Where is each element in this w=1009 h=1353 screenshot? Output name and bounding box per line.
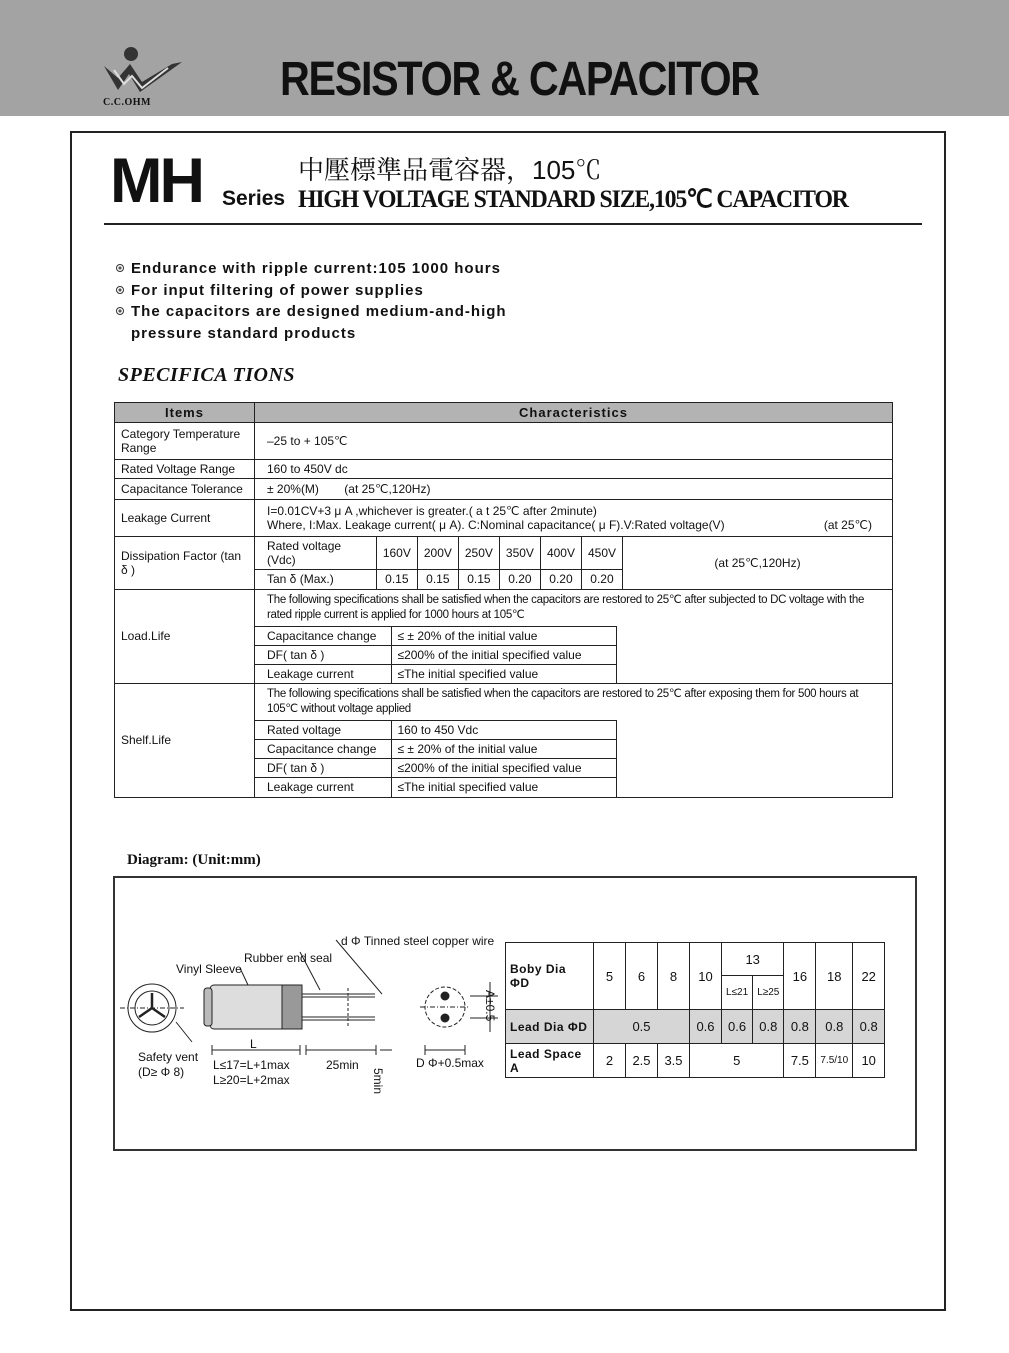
series-code: MH (110, 146, 202, 216)
cell-value: –25 to + 105℃ (255, 423, 893, 460)
feature-item: The capacitors are designed medium-and-high (116, 301, 507, 323)
label-length-rule-1: L≤17=L+1max (213, 1058, 290, 1072)
dia-cell: 18 (816, 943, 853, 1010)
df-voltage-cell: 160V (376, 537, 417, 570)
lead-cell: 0.5 (594, 1010, 690, 1044)
df-voltage-cell: 450V (581, 537, 622, 570)
df-voltage-cell: 350V (499, 537, 540, 570)
df-tan-cell: 0.20 (499, 570, 540, 589)
lead-cell: 0.8 (784, 1010, 816, 1044)
cell-value: 160 to 450V dc (255, 460, 893, 479)
life-value: ≤The initial specified value (391, 778, 617, 797)
lead-cell: 0.6 (722, 1010, 753, 1044)
label-diameter: D Φ+0.5max (416, 1056, 484, 1070)
df-label: Rated voltage (Vdc) (255, 537, 376, 570)
label-5min: 5min (371, 1068, 385, 1095)
label-length: L (250, 1037, 257, 1051)
lead-cell: 0.8 (853, 1010, 885, 1044)
specifications-title: SPECIFICA TIONS (118, 364, 296, 386)
dia-cell: 5 (594, 943, 626, 1010)
dia-sub-cell: L≤21 (722, 976, 753, 1010)
df-condition: (at 25℃,120Hz) (714, 555, 801, 570)
life-value: ≤The initial specified value (391, 664, 617, 683)
life-label: Rated voltage (255, 721, 391, 740)
life-label: Capacitance change (255, 626, 391, 645)
series-word: Series (222, 187, 286, 210)
shelf-life-cell: The following specifications shall be satisfied when the capacitors are restored to 25℃ after exposing them for 500 hours at 105℃ without voltage applied Rated voltage 160 to 450 Vdc Capacitance change ≤ ± 20% of the initial value DF( tan δ ) ≤200% of the initial specified value Leakage current ≤The initial specified value (255, 684, 893, 798)
load-life-cell: The following specifications shall be satisfied when the capacitors are restored to 25℃ after subjected to DC voltage with the rated ripple current is applied for 1000 hours at 105℃ Capacitance change ≤ ± 20% of the initial value DF( tan δ ) ≤200% of the initial specified value Leakage current ≤The initial specified value (255, 589, 893, 684)
life-row (255, 759, 617, 778)
col-characteristics: Characteristics (255, 403, 893, 423)
dia-cell: 22 (853, 943, 885, 1010)
label-seal: Rubber end seal (244, 951, 333, 965)
life-row (255, 778, 617, 797)
dia-sub-cell: L≥25 (753, 976, 784, 1010)
label-length-rule-2: L≥20=L+2max (213, 1073, 290, 1087)
df-cell (255, 537, 893, 590)
bullet-icon (116, 286, 124, 294)
shelf-life-table (255, 720, 617, 797)
label-lead-space: Lead Space A (506, 1044, 594, 1078)
lead-cell: 0.6 (690, 1010, 722, 1044)
row-label: Shelf.Life (115, 684, 255, 798)
life-row (255, 626, 617, 645)
space-cell: 3.5 (658, 1044, 690, 1078)
space-cell: 10 (853, 1044, 885, 1078)
space-cell: 2.5 (626, 1044, 658, 1078)
feature-item: For input filtering of power supplies (116, 280, 424, 302)
life-value: ≤200% of the initial specified value (391, 759, 617, 778)
life-label: DF( tan δ ) (255, 645, 391, 664)
row-label: Load.Life (115, 589, 255, 684)
df-tan-cell: 0.15 (376, 570, 417, 589)
row-label: Capacitance Tolerance (115, 479, 255, 500)
life-label: Leakage current (255, 778, 391, 797)
space-cell: 7.5 (784, 1044, 816, 1078)
label-vent: Safety vent (138, 1050, 199, 1064)
df-voltage-cell: 400V (540, 537, 581, 570)
lead-cell: 0.8 (816, 1010, 853, 1044)
row-label: Rated Voltage Range (115, 460, 255, 479)
label-sleeve: Vinyl Sleeve (176, 962, 242, 976)
label-lead-dia: Lead Dia ΦD (506, 1010, 594, 1044)
label-body-dia: Boby Dia ΦD (506, 943, 594, 1010)
load-life-table (255, 626, 617, 684)
row-label: Category Temperature Range (115, 423, 255, 460)
label-vent-size: (D≥ Φ 8) (138, 1065, 185, 1079)
bullet-icon (116, 264, 124, 272)
life-value: ≤200% of the initial specified value (391, 645, 617, 664)
lead-cell: 0.8 (753, 1010, 784, 1044)
life-value: ≤ ± 20% of the initial value (391, 626, 617, 645)
label-lead-min: 25min (326, 1058, 359, 1072)
life-row (255, 721, 617, 740)
life-value: ≤ ± 20% of the initial value (391, 740, 617, 759)
dimension-table (505, 942, 885, 1078)
df-tan-cell: 0.20 (540, 570, 581, 589)
dia-cell: 16 (784, 943, 816, 1010)
life-label: DF( tan δ ) (255, 759, 391, 778)
life-row (255, 664, 617, 683)
cell-value: I=0.01CV+3 μ A ,whichever is greater.( a t 25℃ after 2minute) Where, I:Max. Leakage current( μ A). C:Nominal capacitance( μ F).V:Rated voltage(V) (at 25℃) (255, 500, 893, 537)
space-cell: 2 (594, 1044, 626, 1078)
life-label: Capacitance change (255, 740, 391, 759)
main-title: RESISTOR & CAPACITOR (280, 53, 759, 106)
life-value: 160 to 450 Vdc (391, 721, 617, 740)
df-table (255, 537, 623, 589)
cell-value: ± 20%(M) (at 25℃,120Hz) (255, 479, 893, 500)
space-cell: 5 (690, 1044, 784, 1078)
dia-cell: 10 (690, 943, 722, 1010)
col-items: Items (115, 403, 255, 423)
label-lead-space: A±0.5 (483, 990, 497, 1022)
df-tan-cell: 0.15 (458, 570, 499, 589)
diagram-title: Diagram: (Unit:mm) (127, 852, 261, 868)
feature-item-continued: pressure standard products (131, 325, 357, 342)
bullet-icon (116, 307, 124, 315)
specifications-table (114, 402, 893, 798)
space-cell: 7.5/10 (816, 1044, 853, 1078)
label-wire: d Φ Tinned steel copper wire (341, 934, 495, 948)
dia-cell: 8 (658, 943, 690, 1010)
row-label: Dissipation Factor (tan δ ) (115, 537, 255, 590)
dia-cell: 6 (626, 943, 658, 1010)
row-label: Leakage Current (115, 500, 255, 537)
life-label: Leakage current (255, 664, 391, 683)
dia-cell: 13 (722, 943, 784, 976)
series-english-title: HIGH VOLTAGE STANDARD SIZE,105℃ CAPACITOR (298, 186, 848, 213)
logo-text: C.C.OHM (103, 97, 151, 108)
df-label: Tan δ (Max.) (255, 570, 376, 589)
life-row (255, 740, 617, 759)
divider (104, 223, 922, 225)
df-tan-cell: 0.15 (417, 570, 458, 589)
df-tan-cell: 0.20 (581, 570, 622, 589)
df-voltage-cell: 200V (417, 537, 458, 570)
life-row (255, 645, 617, 664)
df-voltage-cell: 250V (458, 537, 499, 570)
series-chinese-title: 中壓標準品電容器，105℃ (298, 155, 602, 185)
feature-item: Endurance with ripple current:105 1000 hours (116, 258, 501, 280)
